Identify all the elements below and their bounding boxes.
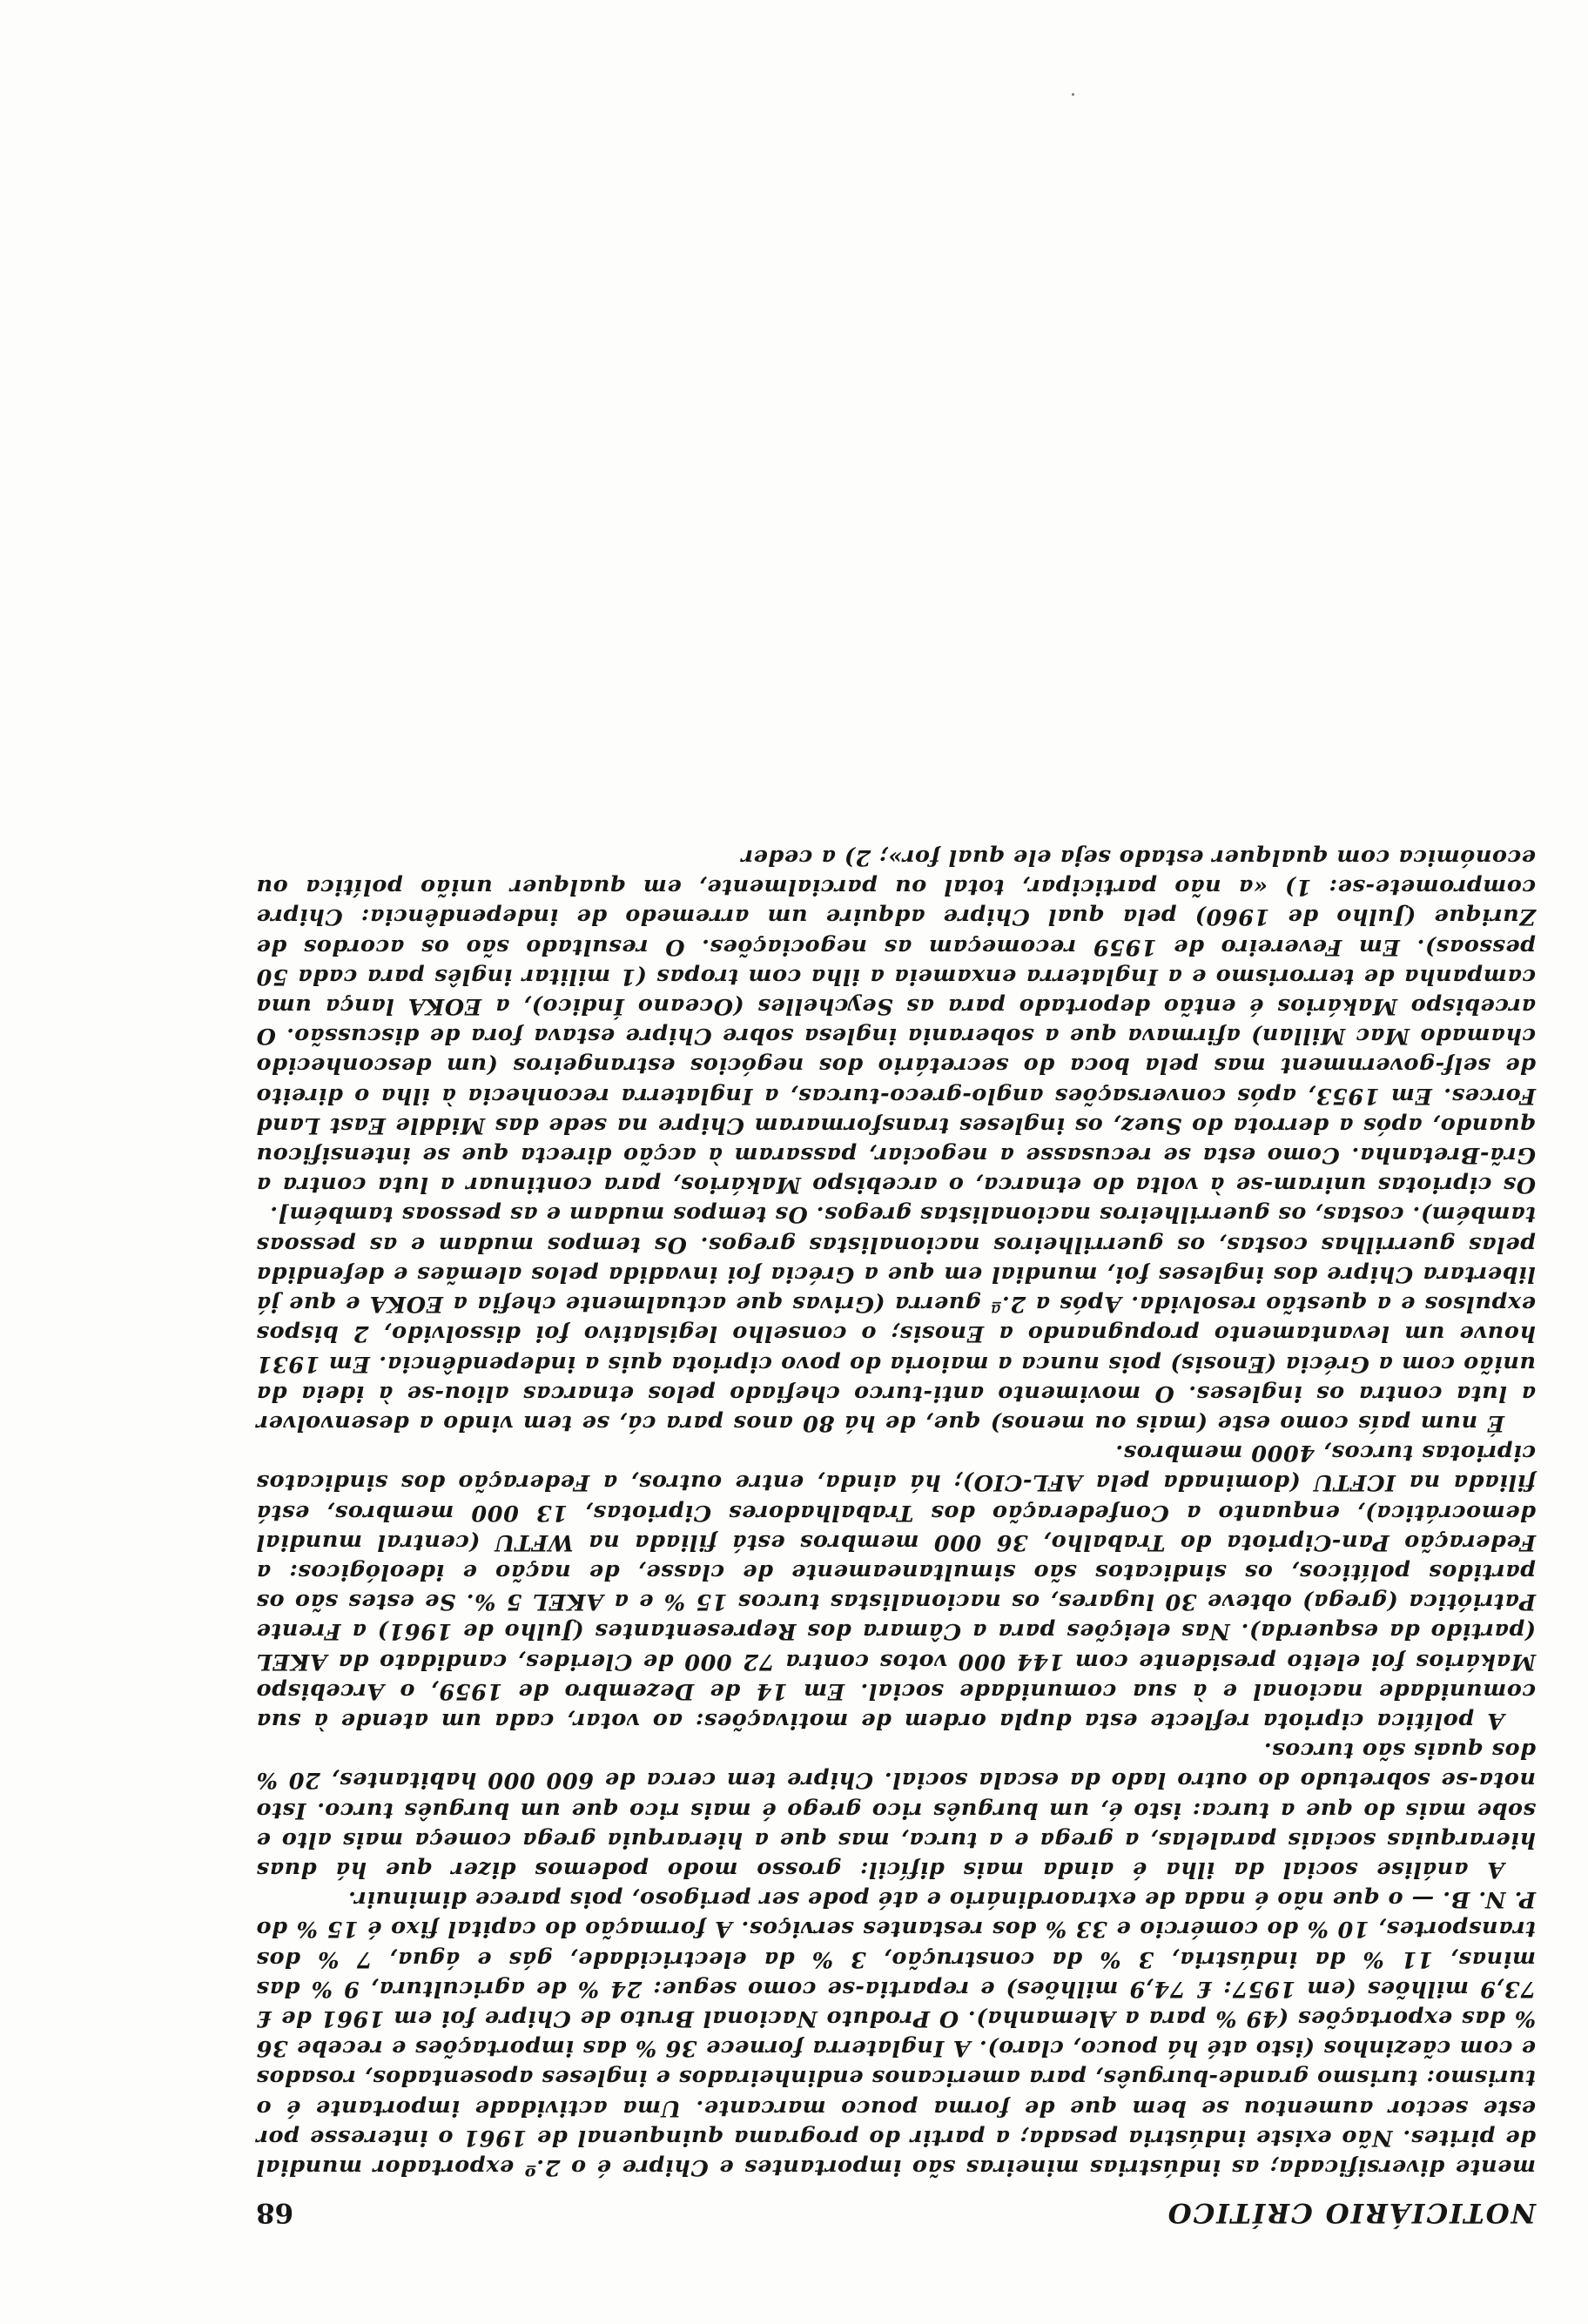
body-text bbox=[256, 843, 1536, 2182]
paragraph-history: É num país como este (mais ou menos) que, de há 80 anos para cá, se tem vindo a desenvolver a luta contra os ingleses. O movimento anti-turco chefiado pelos etnarcas aliou-se à ideia da união com a Grécia (Enosis) pois nunca a maioria do povo cipriota quis a independência. Em 1931 houve um levantamento propugnando a Enosis; o conselho legislativo foi dissolvido, 2 bispos expulsos e a questão resolvida. Após a 2.ª guerra (Grivas que actualmente chefia a EOKA e que já libertara Chipre dos ingleses foi, mundial em que a Grécia foi invadida pelos alemães e defendida pelas guerrilhas costas, os guerrilheiros nacionalistas gregos. Os tempos mudam e as pessoas também). costas, os guerrilheiros nacionalistas gregos. Os tempos mudam e as pessoas também]. bbox=[256, 1201, 1536, 1436]
running-title: NOTICIÁRIO CRÍTICO bbox=[1166, 2197, 1536, 2228]
page-header bbox=[256, 2197, 1536, 2228]
paragraph-independence-struggle: Os cipriotas uniram-se à volta do etnarca, o arcebispo Makários, para continuar a luta contra a Grã-Bretanha. Como esta se recusasse a negociar, passaram à acção directa que se intensificou quando, após a derrota do Suez, os ingleses transformaram Chipre na sede das Middle East Land Forces. Em 1953, após conversações anglo-greco-turcas, a Inglaterra reconhecia à ilha o direito de self-government mas pela boca do secretário dos negócios estrangeiros (um desconhecido chamado Mac Millan) afirmava que a soberania inglesa sobre Chipre estava fora de discussão. O arcebispo Makários é então deportado para as Seychelles (Oceano Índico), a EOKA lança uma campanha de terrorismo e a Inglaterra enxameia a ilha com tropas (1 militar inglês para cada 50 pessoas). Em Fevereiro de 1959 recomeçam as negociações. O resultado são os acordos de Zurique (Julho de 1960) pela qual Chipre adquire um arremedo de independência: Chipre compromete-se: 1) «a não participar, total ou parcialmente, em qualquer união política ou económica com qualquer estado seja ele qual for»; 2) a ceder bbox=[256, 844, 1536, 1199]
paragraph-politics: A política cipriota reflecte esta dupla ordem de motivações: ao votar, cada um atende à sua comunidade nacional e à sua comunidade social. Em 14 de Dezembro de 1959, o Arcebispo Makários foi eleito presidente com 144 000 votos contra 72 000 de Clerides, candidato da AKEL (partido da esquerda). Nas eleições para a Câmara dos Representantes (Julho de 1961) a Frente Patriótica (grega) obteve 30 lugares, os nacionalistas turcos 15 % e a AKEL 5 %. Se estes são os partidos políticos, os sindicatos são simultaneamente de classe, de nação e ideológicos: a Federação Pan-Cipriota do Trabalho, 36 000 membros está filiada na WFTU (central mundial democrática), enquanto a Confederação dos Trabalhadores Cipriotas, 13 000 membros, está filiada na ICFTU (dominada pela AFL-CIO); há ainda, entre outros, a Federação dos sindicatos cipriotas turcos, 4000 membros. bbox=[256, 1440, 1536, 1734]
paper-speck bbox=[1072, 93, 1074, 96]
paragraph-social-analysis: A análise social da ilha é ainda mais difícil: grosso modo podemos dizer que há duas hierarquias sociais paralelas, a grega e a turca, mas que a hierarquia grega começa mais alto e sobe mais do que a turca: isto é, um burguês rico grego é mais rico que um burguês turco. Isto nota-se sobretudo do outro lado da escala social. Chipre tem cerca de 600 000 habitantes, 20 % dos quais são turcos. bbox=[256, 1737, 1536, 1883]
page-number: 68 bbox=[256, 2197, 294, 2228]
paragraph-economy: mente diversificada; as indústrias mineiras são importantes e Chipre é o 2.º exportador mundial de pirites. Não existe indústria pesada; a partir do programa quinquenal de 1961 o interesse por este sector aumentou se bem que de forma pouco marcante. Uma actividade importante é o turismo: turismo grande-burguês, para americanos endinheirados e ingleses aposentados, rosados e com cãezinhos (isto até há pouco, claro). A Inglaterra fornece 36 % das importações e recebe 36 % das exportações (49 % para a Alemanha). O Produto Nacional Bruto de Chipre foi em 1961 de £ 73,9 milhões (em 1957: £ 74,9 milhões) e repartia-se como segue: 24 % de agricultura, 9 % das minas, 11 % da indústria, 3 % da construção, 3 % da electricidade, gás e água, 7 % dos transportes, 10 % do comércio e 33 % dos restantes serviços. A formação do capital fixo é 15 % do P. N. B. — o que não é nada de extraordinário e até pode ser perigoso, pois parece diminuir. bbox=[256, 1886, 1536, 2180]
